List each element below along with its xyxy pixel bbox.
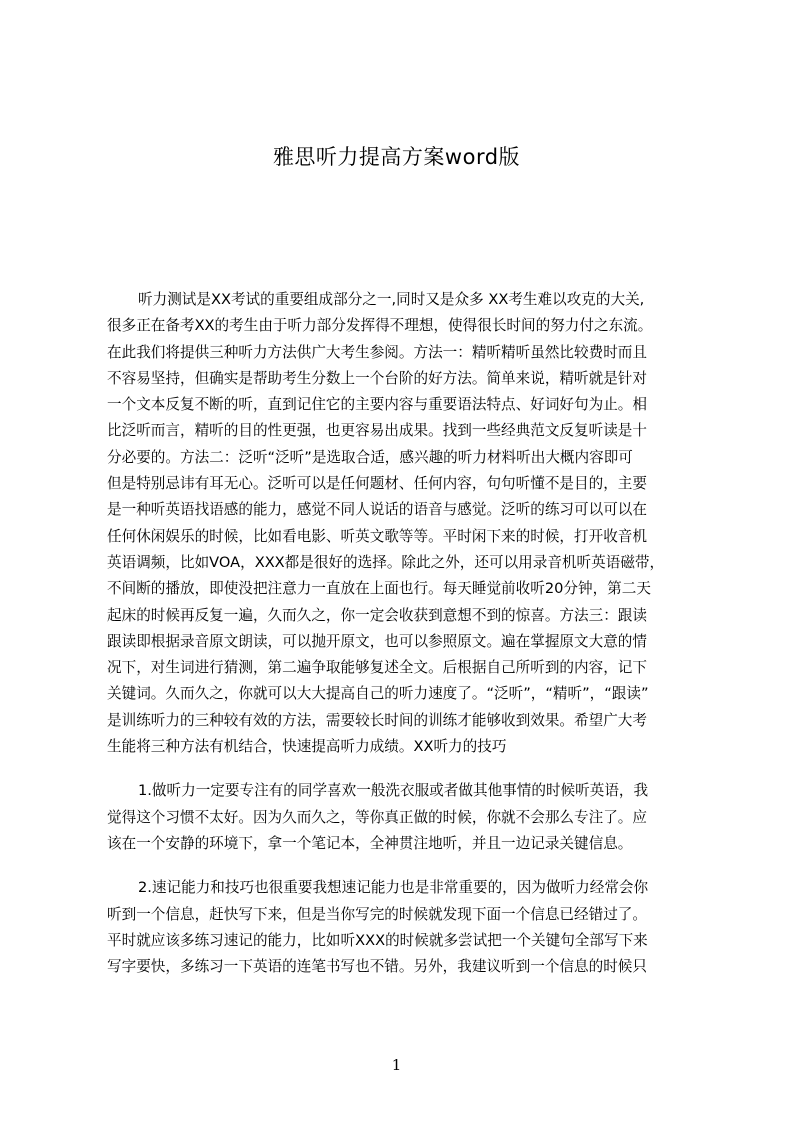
text-line: 很多正在备考XX的考生由于听力部分发挥得不理想，使得很长时间的努力付之东流。	[107, 317, 653, 335]
text-line: 是一种听英语找语感的能力，感觉不同人说话的语音与感觉。泛听的练习可以可以在	[107, 501, 647, 519]
text-line: 英语调频，比如VOA，XXX都是很好的选择。除此之外，还可以用录音机听英语磁带，	[107, 553, 665, 571]
text-line: 但是特别忌讳有耳无心。泛听可以是任何题材、任何内容，句句听懂不是目的，主要	[107, 475, 647, 493]
text-line: 写字要快，多练习一下英语的连笔书写也不错。另外，我建议听到一个信息的时候只	[107, 958, 647, 976]
text-line: 生能将三种方法有机结合，快速提高听力成绩。XX听力的技巧	[107, 738, 507, 756]
text-line: 1.做听力一定要专注有的同学喜欢一般洗衣服或者做其他事情的时候听英语，我	[138, 782, 649, 800]
text-line: 听力测试是XX考试的重要组成部分之一,同时又是众多 XX考生难以攻克的大关,	[138, 291, 645, 308]
paragraph-tip-2	[107, 875, 701, 980]
paragraph-intro	[107, 287, 701, 760]
document-title: 雅思听力提高方案word版	[272, 145, 521, 169]
text-line: 不间断的播放，即使没把注意力一直放在上面也行。每天睡觉前收听20分钟，第二天	[107, 580, 651, 598]
text-line: 是训练听力的三种较有效的方法，需要较长时间的训练才能够收到效果。希望广大考	[107, 711, 647, 729]
document-body	[107, 287, 701, 980]
text-line: 觉得这个习惯不太好。因为久而久之，等你真正做的时候，你就不会那么专注了。应	[107, 808, 647, 826]
text-line: 该在一个安静的环境下，拿一个笔记本，全神贯注地听，并且一边记录关键信息。	[107, 834, 633, 852]
text-line: 分必要的。方法二：泛听“泛听”是选取合适，感兴趣的听力材料听出大概内容即可	[107, 448, 633, 466]
text-line: 比泛听而言，精听的目的性更强，也更容易出成果。找到一些经典范文反复听读是十	[107, 422, 647, 440]
text-line: 2.速记能力和技巧也很重要我想速记能力也是非常重要的，因为做听力经常会你	[138, 879, 649, 897]
text-line: 一个文本反复不断的听，直到记住它的主要内容与重要语法特点、好词好句为止。相	[107, 396, 647, 414]
text-line: 听到一个信息，赶快写下来，但是当你写完的时候就发现下面一个信息已经错过了。	[107, 905, 647, 923]
text-line: 况下，对生词进行猜测，第二遍争取能够复述全文。后根据自己所听到的内容，记下	[107, 659, 647, 677]
page-number: 1	[391, 1056, 402, 1074]
text-line: 关键词。久而久之，你就可以大大提高自己的听力速度了。“泛听”，“精听”，“跟读”	[107, 685, 649, 703]
text-line: 在此我们将提供三种听力方法供广大考生参阅。方法一：精听精听虽然比较费时而且	[107, 343, 647, 361]
text-line: 起床的时候再反复一遍，久而久之，你一定会收获到意想不到的惊喜。方法三：跟读	[107, 606, 647, 624]
text-line: 平时就应该多练习速记的能力，比如听XXX的时候就多尝试把一个关键句全部写下来	[107, 931, 648, 949]
text-line: 任何休闲娱乐的时候，比如看电影、听英文歌等等。平时闲下来的时候，打开收音机	[107, 527, 647, 545]
text-line: 跟读即根据录音原文朗读，可以抛开原文，也可以参照原文。遍在掌握原文大意的情	[107, 632, 647, 650]
paragraph-tip-1	[107, 778, 701, 857]
text-line: 不容易坚持，但确实是帮助考生分数上一个台阶的好方法。简单来说，精听就是针对	[107, 369, 647, 387]
